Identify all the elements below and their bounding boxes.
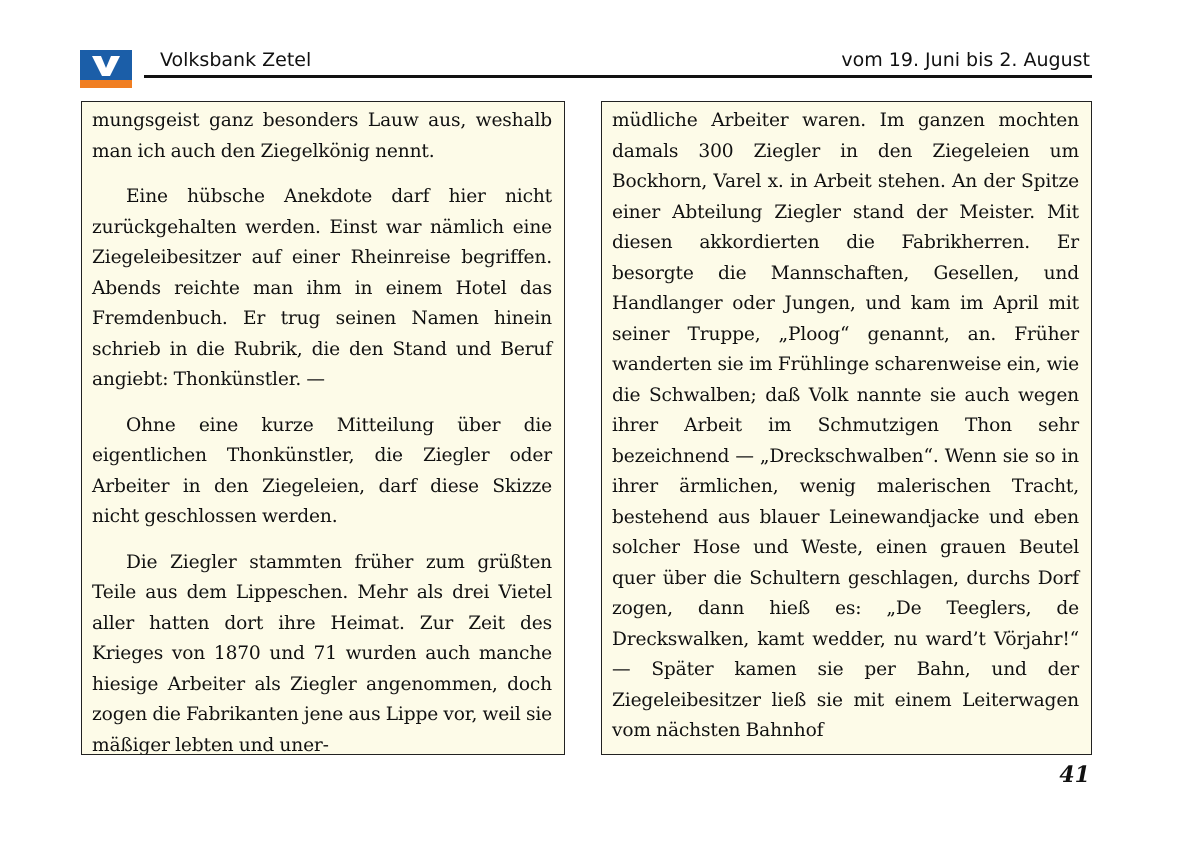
- bank-name: Volksbank Zetel: [160, 49, 312, 71]
- date-range: vom 19. Juni bis 2. August: [841, 49, 1090, 71]
- left-text-column: [81, 101, 565, 755]
- volksbank-logo-icon: [80, 50, 132, 88]
- paragraph: Eine hübsche Anekdote darf hier nicht zurückgehalten werden. Einst war nämlich eine Ziegeleibesitzer auf einer Rheinreise begriffen. Abends reichte man ihm in einem Hotel das Fremdenbuch. Er trug seinen Namen hinein schrieb in die Rubrik, die den Stand und Beruf angiebt: Thonkünstler. —: [92, 186, 552, 390]
- v-mark-icon: [92, 54, 120, 78]
- paragraph: Ohne eine kurze Mitteilung über die eigentlichen Thonkünstler, die Ziegler oder Arbeiter in den Ziegeleien, darf diese Skizze nicht geschlossen werden.: [92, 414, 552, 527]
- page-header: [80, 42, 1092, 82]
- paragraph: mungsgeist ganz besonders Lauw aus, weshalb man ich auch den Ziegelkönig nennt.: [92, 110, 552, 162]
- page-number: 41: [1059, 762, 1090, 788]
- paragraph: Die Ziegler stammten früher zum grüßten Teile aus dem Lippeschen. Mehr als drei Vietel aller hatten dort ihre Heimat. Zur Zeit des Krieges von 1870 und 71 wurden auch manche hiesige Arbeiter als Ziegler angenommen, doch zogen die Fabrikanten jene aus Lippe vor, weil sie mäßiger lebten und uner-: [92, 551, 552, 755]
- right-text-column: [601, 101, 1092, 755]
- paragraph: müdliche Arbeiter waren. Im ganzen mochten damals 300 Ziegler in den Ziegeleien um Bockhorn, Varel x. in Arbeit stehen. An der Spitze einer Abteilung Ziegler stand der Meister. Mit diesen akkordierten die Fabrikherren. Er besorgte die Mannschaften, Gesellen, und Handlanger oder Jungen, und kam im April mit seiner Truppe, „Ploog“ genannt, an. Früher wanderten sie im Frühlinge scharenweise ein, wie die Schwalben; daß Volk nannte sie auch wegen ihrer Arbeit im Schmutzigen Thon sehr bezeichnend — „Dreckschwalben“. Wenn sie so in ihrer ärmlichen, wenig malerischen Tracht, bestehend aus blauer Leinewandjacke und eben solcher Hose und Weste, einen grauen Beutel quer über die Schultern geschlagen, durchs Dorf zogen, dann hieß es: „De Teeglers, de Dreckswalken, kamt wedder, nu ward’t Vörjahr!“ — Später kamen sie per Bahn, und der Ziegeleibesitzer ließ sie mit einem Leiterwagen vom nächsten Bahnhof: [612, 110, 1079, 741]
- header-rule: [144, 75, 1092, 78]
